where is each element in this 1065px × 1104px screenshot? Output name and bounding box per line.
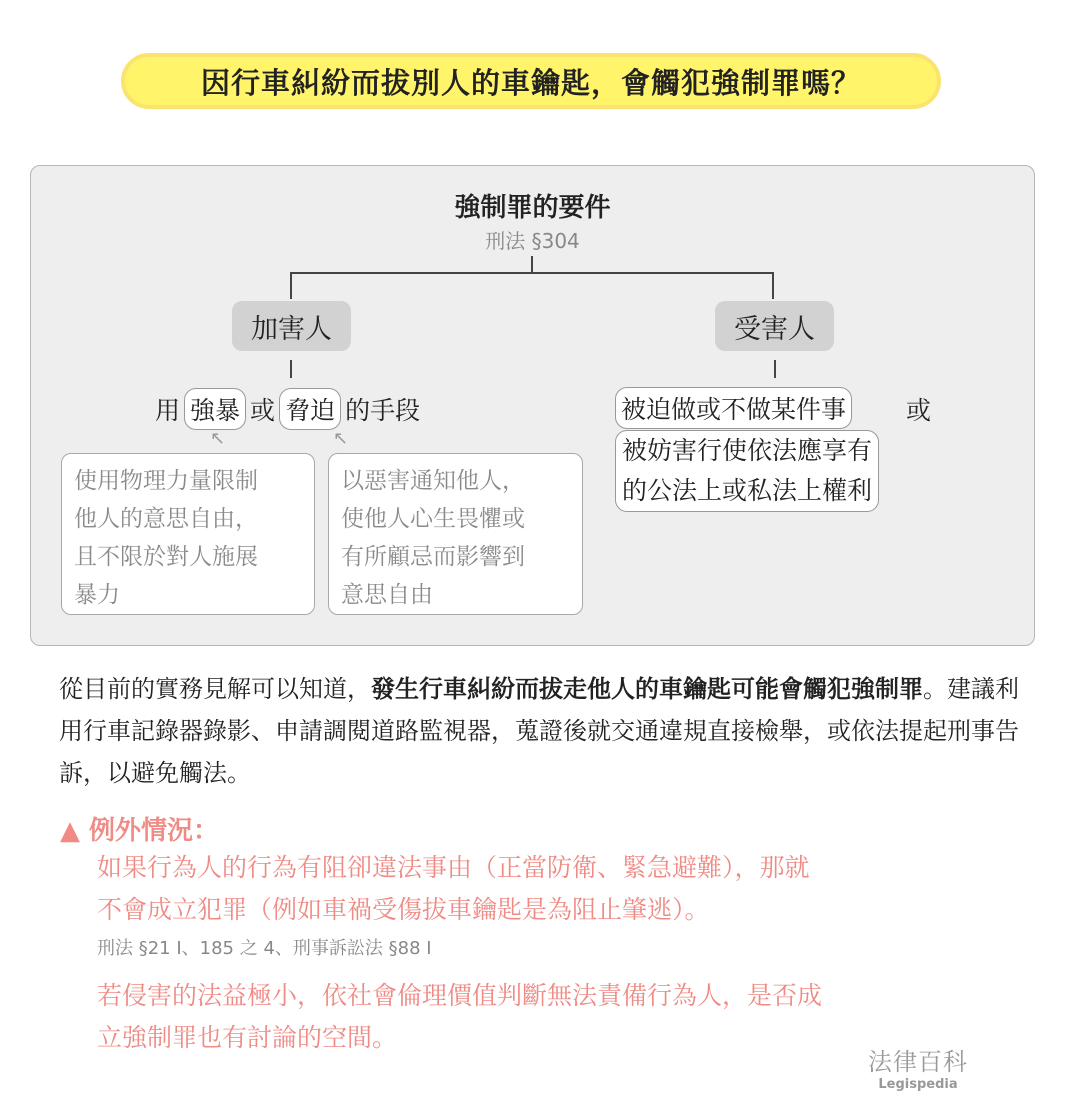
means-suffix: 的手段 — [345, 396, 421, 425]
exception-law-reference: 刑法 §21 I、185 之 4、刑事訴訟法 §88 I — [97, 938, 432, 959]
connector-victim-effect — [774, 360, 776, 378]
violence-chip: 強暴 — [184, 388, 246, 430]
coercion-chip: 脅迫 — [279, 388, 341, 430]
perpetrator-box: 加害人 — [232, 301, 351, 351]
exception-item-2: 若侵害的法益極小，依社會倫理價值判斷無法責備行為人，是否成 立強制罪也有討論的空間。 — [97, 981, 823, 1052]
violence-definition: 使用物理力量限制 他人的意思自由， 且不限於對人施展 暴力 — [61, 453, 315, 615]
connector-stem — [531, 256, 533, 273]
connector-left-drop — [290, 272, 292, 299]
connector-horizontal — [290, 272, 774, 274]
victim-effect-a: 被迫做或不做某件事 — [615, 387, 852, 429]
victim-box: 受害人 — [715, 301, 834, 351]
victim-effect-b: 被妨害行使依法應享有 的公法上或私法上權利 — [615, 430, 879, 512]
brand-logo: 法律百科 Legispedia — [868, 1048, 968, 1092]
key-conclusion: 發生行車糾紛而拔走他人的車鑰匙可能會觸犯強制罪 — [371, 675, 923, 703]
arrow-up-icon: ↖ — [333, 428, 349, 449]
exception-item-1: 如果行為人的行為有阻卻違法事由（正當防衛、緊急避難），那就 不會成立犯罪（例如車禍受傷拔車鑰匙是為阻止肇逃）。 — [97, 853, 810, 924]
connector-perpetrator-means — [290, 360, 292, 378]
connector-right-drop — [772, 272, 774, 299]
law-reference: 刑法 §304 — [485, 229, 580, 253]
victim-or: 或 — [906, 396, 932, 425]
means-prefix: 用 — [155, 396, 181, 425]
requirements-heading: 強制罪的要件 — [454, 193, 611, 223]
arrow-up-icon: ↖ — [210, 428, 226, 449]
page-title: 因行車糾紛而拔別人的車鑰匙，會觸犯強制罪嗎？ — [121, 53, 941, 109]
coercion-definition: 以惡害通知他人， 使他人心生畏懼或 有所顧忌而影響到 意思自由 — [328, 453, 583, 615]
exception-heading: ▲ 例外情況： — [60, 816, 220, 846]
means-or: 或 — [250, 396, 276, 425]
explanation-paragraph: 從目前的實務見解可以知道，發生行車糾紛而拔走他人的車鑰匙可能會觸犯強制罪。建議利用行車記錄器錄影、申請調閱道路監視器，蒐證後就交通違規直接檢舉，或依法提起刑事告訴，以避免觸法。 — [59, 675, 1019, 787]
perpetrator-means — [155, 387, 420, 431]
